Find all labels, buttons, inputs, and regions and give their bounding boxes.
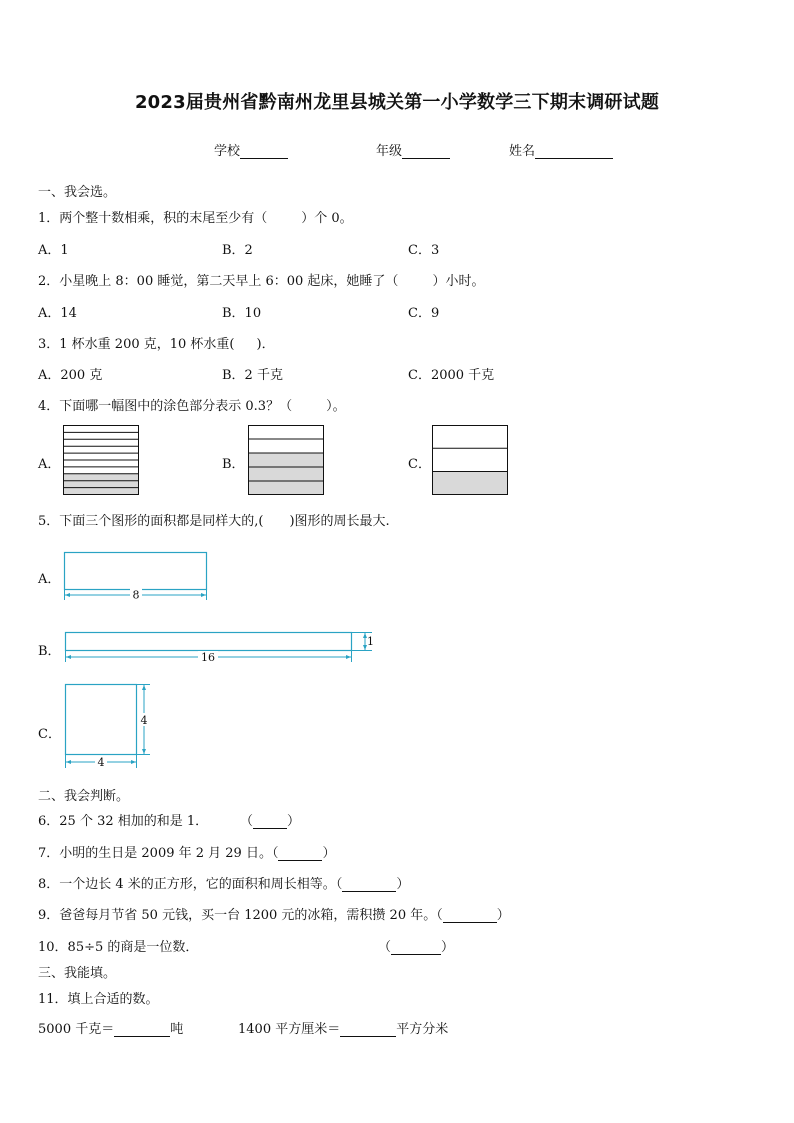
answer-blank[interactable] [443,909,497,923]
option-a: A． [38,457,61,472]
option-c: C．9 [408,306,440,321]
judge-answer-6: （ ） [240,814,301,829]
option-a: A．14 [38,306,77,321]
figure-b-fifths-stripes [248,425,324,495]
judge-answer-10: （ ） [378,940,455,955]
figure-square-c [60,680,160,772]
question-text: ）。 [326,399,346,414]
fill-blank[interactable] [114,1023,170,1037]
figure-rectangle-a [60,548,212,606]
question-text: )图形的周长最大. [289,514,390,529]
question-1 [38,207,353,226]
dimension-label: 4 [140,714,148,727]
question-text: 2．小星晚上 8：00 睡觉，第二天早上 6：00 起床，她睡了（ [38,274,399,289]
option-c: C． [408,457,431,472]
grade-field [376,140,450,159]
question-6: 6．25 个 32 相加的和是 1． [38,814,209,829]
option-b: B． [222,457,245,472]
answer-blank[interactable] [391,941,441,955]
dimension-label: 1 [367,635,374,648]
question-7: 7．小明的生日是 2009 年 2 月 29 日。（ ） [38,846,336,861]
school-blank[interactable] [240,144,288,159]
question-text: ）个 0。 [301,211,353,226]
figure-rectangle-b [60,628,378,668]
question-4 [38,395,346,414]
option-c: C． [38,727,61,742]
school-label: 学校 [214,144,241,159]
name-label: 姓名 [509,144,536,159]
dimension-label: 4 [97,756,105,769]
question-5 [38,510,390,529]
figure-c-thirds-stripes [432,425,508,495]
option-c: C．3 [408,243,440,258]
page-title: 2023届贵州省黔南州龙里县城关第一小学数学三下期末调研试题 [134,92,660,113]
dimension-label: 16 [201,651,215,664]
section-heading: 二、我会判断。 [38,789,130,804]
section-heading: 三、我能填。 [38,966,117,981]
question-text: 5．下面三个图形的面积都是同样大的,( [38,514,264,529]
grade-blank[interactable] [402,144,450,159]
question-9: 9．爸爸每月节省 50 元钱，买一台 1200 元的冰箱，需积攒 20 年。（ ） [38,908,510,923]
name-blank[interactable] [535,144,613,159]
option-b: B．2 [222,243,253,258]
answer-blank[interactable] [253,815,287,829]
question-text: ）小时。 [432,274,485,289]
question-text: 4．下面哪一幅图中的涂色部分表示 0.3？（ [38,399,293,414]
grade-label: 年级 [376,144,403,159]
option-a: A． [38,572,61,587]
answer-blank[interactable] [342,878,396,892]
fill-blank[interactable] [340,1023,396,1037]
question-8: 8．一个边长 4 米的正方形，它的面积和周长相等。（ ） [38,877,410,892]
option-b: B． [38,644,61,659]
question-10: 10．85÷5 的商是一位数． [38,940,199,955]
option-b: B．10 [222,306,262,321]
question-text: 1．两个整十数相乘，积的末尾至少有（ [38,211,268,226]
question-3 [38,333,275,352]
school-field [214,140,288,159]
name-field [509,140,613,159]
section-heading: 一、我会选。 [38,185,117,200]
fill-item-1: 5000 千克＝ 吨 [38,1022,184,1037]
figure-a-tenths-stripes [63,425,139,495]
question-11: 11．填上合适的数。 [38,992,159,1007]
dimension-label: 8 [132,588,140,602]
option-a: A．200 克 [38,368,103,383]
answer-blank[interactable] [278,847,322,861]
question-text: )． [256,337,275,352]
fill-item-2: 1400 平方厘米＝ 平方分米 [238,1022,449,1037]
option-a: A．1 [38,243,69,258]
question-2 [38,270,484,289]
question-text: 3．1 杯水重 200 克，10 杯水重( [38,337,235,352]
option-b: B．2 千克 [222,368,283,383]
option-c: C．2000 千克 [408,368,495,383]
